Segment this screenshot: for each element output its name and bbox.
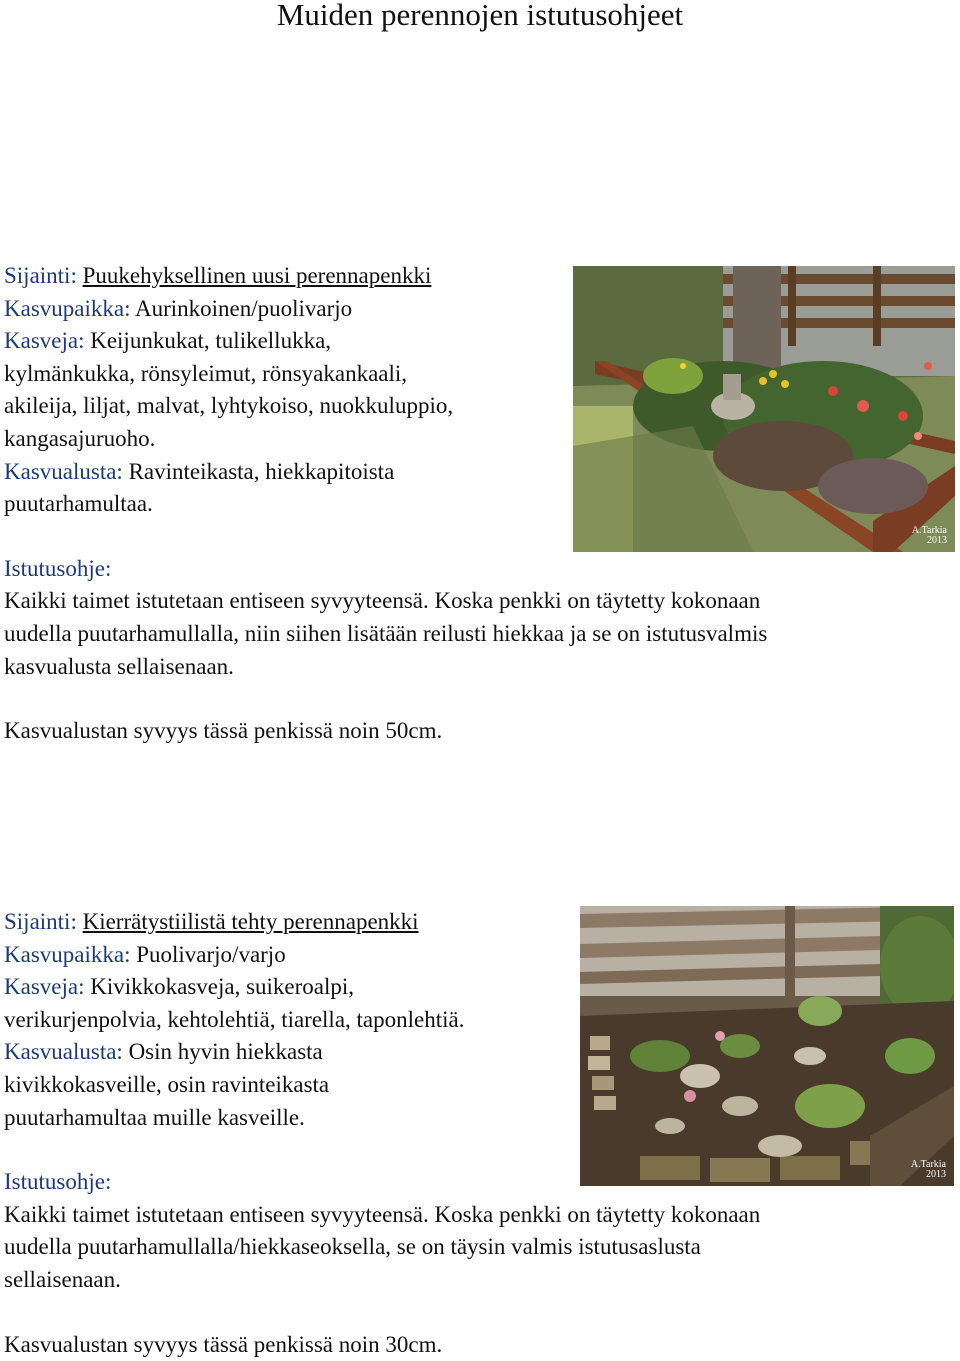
instruction-label: Istutusohje: <box>4 555 112 581</box>
plants-text: kylmänkukka, rönsyleimut, rönsyakankaali, <box>4 360 408 386</box>
growplace-label: Kasvupaikka: <box>4 941 131 967</box>
location-link[interactable]: Kierrätystiilistä tehty perennapenkki <box>82 909 419 934</box>
soil-text: puutarhamultaa muille kasveille. <box>4 1104 305 1130</box>
location-label: Sijainti: <box>4 909 77 934</box>
soil-label: Kasvualusta: <box>4 1039 123 1065</box>
depth-text: Kasvualustan syvyys tässä penkissä noin 50cm. <box>4 718 443 744</box>
location-label: Sijainti: <box>4 263 77 288</box>
soil-text: kivikkokasveille, osin ravinteikasta <box>4 1071 330 1097</box>
growplace-value: Puolivarjo/varjo <box>136 941 286 967</box>
soil-label: Kasvualusta: <box>4 458 123 484</box>
growplace-label: Kasvupaikka: <box>4 295 131 321</box>
watermark-author: A.Tarkia <box>910 1159 946 1170</box>
soil-text: puutarhamultaa. <box>4 491 153 517</box>
plants-text: kangasajuruoho. <box>4 425 156 451</box>
growplace-value: Aurinkoinen/puolivarjo <box>134 295 353 321</box>
plants-label: Kasveja: <box>4 974 85 1000</box>
photo-watermark <box>912 526 947 546</box>
page-title: Muiden perennojen istutusohjeet <box>276 0 684 32</box>
instruction-text: Kaikki taimet istutetaan entiseen syvyyteensä. Koska penkki on täytetty kokonaan <box>4 588 761 614</box>
photo-wooden-perennial-bed <box>573 266 955 552</box>
plants-text: verikurjenpolvia, kehtolehtiä, tiarella, taponlehtiä. <box>4 1006 465 1032</box>
plants-text: Keijunkukat, tulikellukka, <box>90 328 332 354</box>
soil-text: Osin hyvin hiekkasta <box>128 1039 323 1065</box>
instruction-text: uudella puutarhamullalla/hiekkaseoksella, se on täysin valmis istutusaslusta <box>4 1234 701 1260</box>
plants-label: Kasveja: <box>4 328 85 354</box>
photo-watermark <box>911 1160 946 1180</box>
watermark-year: 2013 <box>926 1169 946 1180</box>
instruction-text: Kaikki taimet istutetaan entiseen syvyyteensä. Koska penkki on täytetty kokonaan <box>4 1201 761 1227</box>
watermark-author: A.Tarkia <box>911 525 947 536</box>
location-link[interactable]: Puukehyksellinen uusi perennapenkki <box>82 263 432 288</box>
depth-text: Kasvualustan syvyys tässä penkissä noin 30cm. <box>4 1331 443 1357</box>
plants-text: Kivikkokasveja, suikeroalpi, <box>90 974 355 1000</box>
instruction-text: kasvualusta sellaisenaan. <box>4 653 234 679</box>
instruction-label: Istutusohje: <box>4 1169 112 1195</box>
instruction-text: sellaisenaan. <box>4 1266 121 1292</box>
soil-text: Ravinteikasta, hiekkapitoista <box>128 458 395 484</box>
photo-brick-perennial-bed <box>580 906 954 1186</box>
instruction-text: uudella puutarhamullalla, niin siihen lisätään reilusti hiekkaa ja se on istutusvalmis <box>4 620 768 646</box>
watermark-year: 2013 <box>927 535 947 546</box>
plants-text: akileija, liljat, malvat, lyhtykoiso, nuokkuluppio, <box>4 393 454 419</box>
